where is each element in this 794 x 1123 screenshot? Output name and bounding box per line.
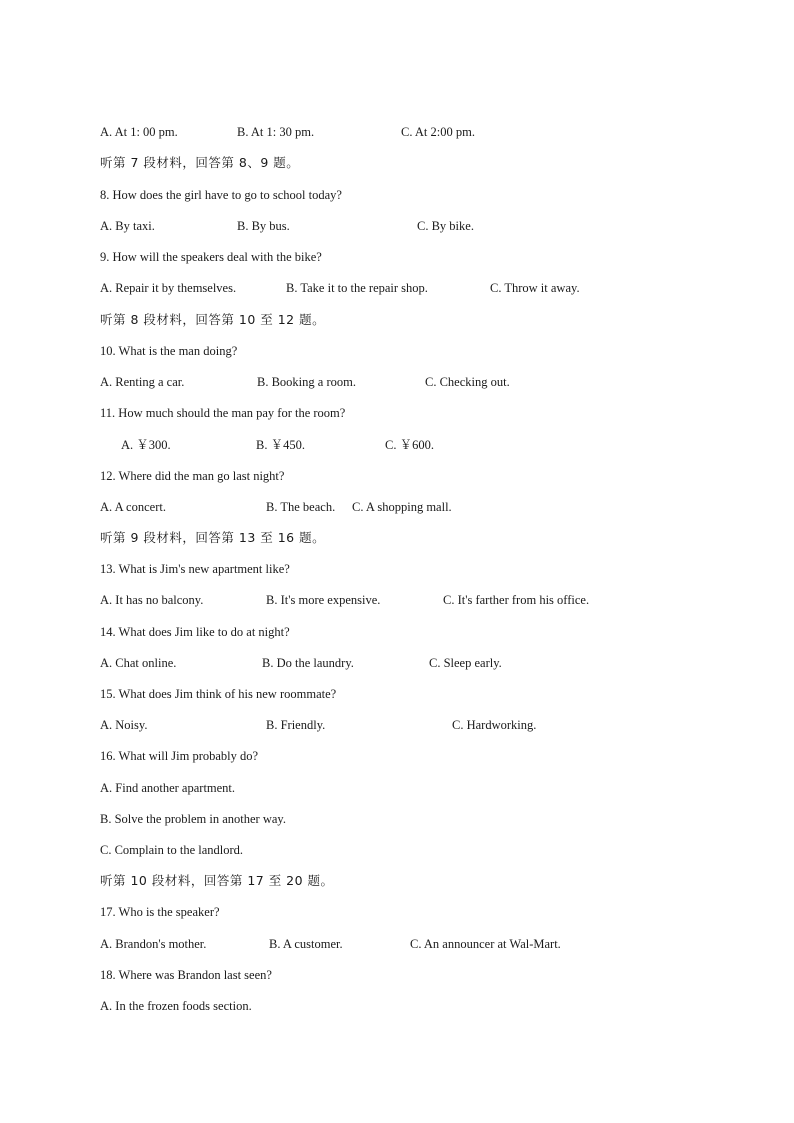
- option-c: C. By bike.: [417, 219, 474, 233]
- question-text: 9. How will the speakers deal with the bike?: [100, 250, 322, 264]
- question-12: [0, 466, 794, 486]
- option-c: C. Complain to the landlord.: [100, 843, 244, 857]
- question-text: 12. Where did the man go last night?: [100, 469, 285, 483]
- option-a: A. A concert.: [100, 500, 166, 514]
- section-heading: [0, 153, 794, 173]
- option-line: [0, 996, 794, 1016]
- question-16: [0, 746, 794, 766]
- section-text: 听第 7 段材料，回答第 8、9 题。: [100, 155, 300, 170]
- option-a: A. Find another apartment.: [100, 781, 236, 795]
- question-10: [0, 341, 794, 361]
- question-text: 18. Where was Brandon last seen?: [100, 968, 272, 982]
- option-b: B. By bus.: [237, 219, 290, 233]
- option-a: A. Repair it by themselves.: [100, 281, 237, 295]
- option-b: B. Take it to the repair shop.: [286, 281, 428, 295]
- options-row: [0, 372, 794, 392]
- question-text: 8. How does the girl have to go to school today?: [100, 188, 342, 202]
- question-13: [0, 559, 794, 579]
- option-a: A. Brandon's mother.: [100, 937, 207, 951]
- option-b: B. The beach.: [266, 500, 336, 514]
- option-b: B. Solve the problem in another way.: [100, 812, 286, 826]
- option-c: C. Throw it away.: [490, 281, 580, 295]
- option-a: A. By taxi.: [100, 219, 155, 233]
- option-c: C. At 2:00 pm.: [401, 125, 475, 139]
- question-text: 16. What will Jim probably do?: [100, 749, 259, 763]
- options-row: [0, 590, 794, 610]
- option-line: [0, 778, 794, 798]
- option-b: B. A customer.: [269, 937, 343, 951]
- question-text: 15. What does Jim think of his new roommate?: [100, 687, 337, 701]
- options-row: [0, 278, 794, 298]
- question-text: 14. What does Jim like to do at night?: [100, 625, 290, 639]
- options-row: [0, 497, 794, 517]
- question-text: 17. Who is the speaker?: [100, 905, 220, 919]
- option-b: B. ￥450.: [256, 438, 305, 452]
- options-row: [0, 653, 794, 673]
- options-row: [0, 122, 794, 142]
- option-b: B. Do the laundry.: [262, 656, 354, 670]
- question-8: [0, 185, 794, 205]
- question-text: 10. What is the man doing?: [100, 344, 238, 358]
- option-b: B. At 1: 30 pm.: [237, 125, 315, 139]
- question-18: [0, 965, 794, 985]
- option-c: C. Checking out.: [425, 375, 510, 389]
- option-a: A. ￥300.: [121, 438, 171, 452]
- option-c: C. ￥600.: [385, 438, 434, 452]
- question-15: [0, 684, 794, 704]
- option-a: A. At 1: 00 pm.: [100, 125, 178, 139]
- option-line: [0, 809, 794, 829]
- option-c: C. An announcer at Wal-Mart.: [410, 937, 561, 951]
- options-row: [0, 216, 794, 236]
- section-text: 听第 9 段材料，回答第 13 至 16 题。: [100, 530, 326, 545]
- option-c: C. Sleep early.: [429, 656, 502, 670]
- option-a: A. Renting a car.: [100, 375, 185, 389]
- section-text: 听第 10 段材料，回答第 17 至 20 题。: [100, 873, 334, 888]
- option-c: C. A shopping mall.: [352, 500, 452, 514]
- question-9: [0, 247, 794, 267]
- section-heading: [0, 871, 794, 891]
- question-text: 11. How much should the man pay for the room?: [100, 406, 346, 420]
- question-11: [0, 403, 794, 423]
- section-heading: [0, 310, 794, 330]
- option-a: A. It has no balcony.: [100, 593, 204, 607]
- option-c: C. Hardworking.: [452, 718, 537, 732]
- option-a: A. In the frozen foods section.: [100, 999, 252, 1013]
- question-17: [0, 902, 794, 922]
- option-b: B. Booking a room.: [257, 375, 356, 389]
- section-heading: [0, 528, 794, 548]
- options-row: [0, 435, 794, 455]
- options-row: [0, 934, 794, 954]
- question-text: 13. What is Jim's new apartment like?: [100, 562, 290, 576]
- question-14: [0, 622, 794, 642]
- option-c: C. It's farther from his office.: [443, 593, 590, 607]
- option-line: [0, 840, 794, 860]
- option-b: B. It's more expensive.: [266, 593, 381, 607]
- option-b: B. Friendly.: [266, 718, 326, 732]
- section-text: 听第 8 段材料，回答第 10 至 12 题。: [100, 312, 326, 327]
- options-row: [0, 715, 794, 735]
- option-a: A. Noisy.: [100, 718, 148, 732]
- option-a: A. Chat online.: [100, 656, 177, 670]
